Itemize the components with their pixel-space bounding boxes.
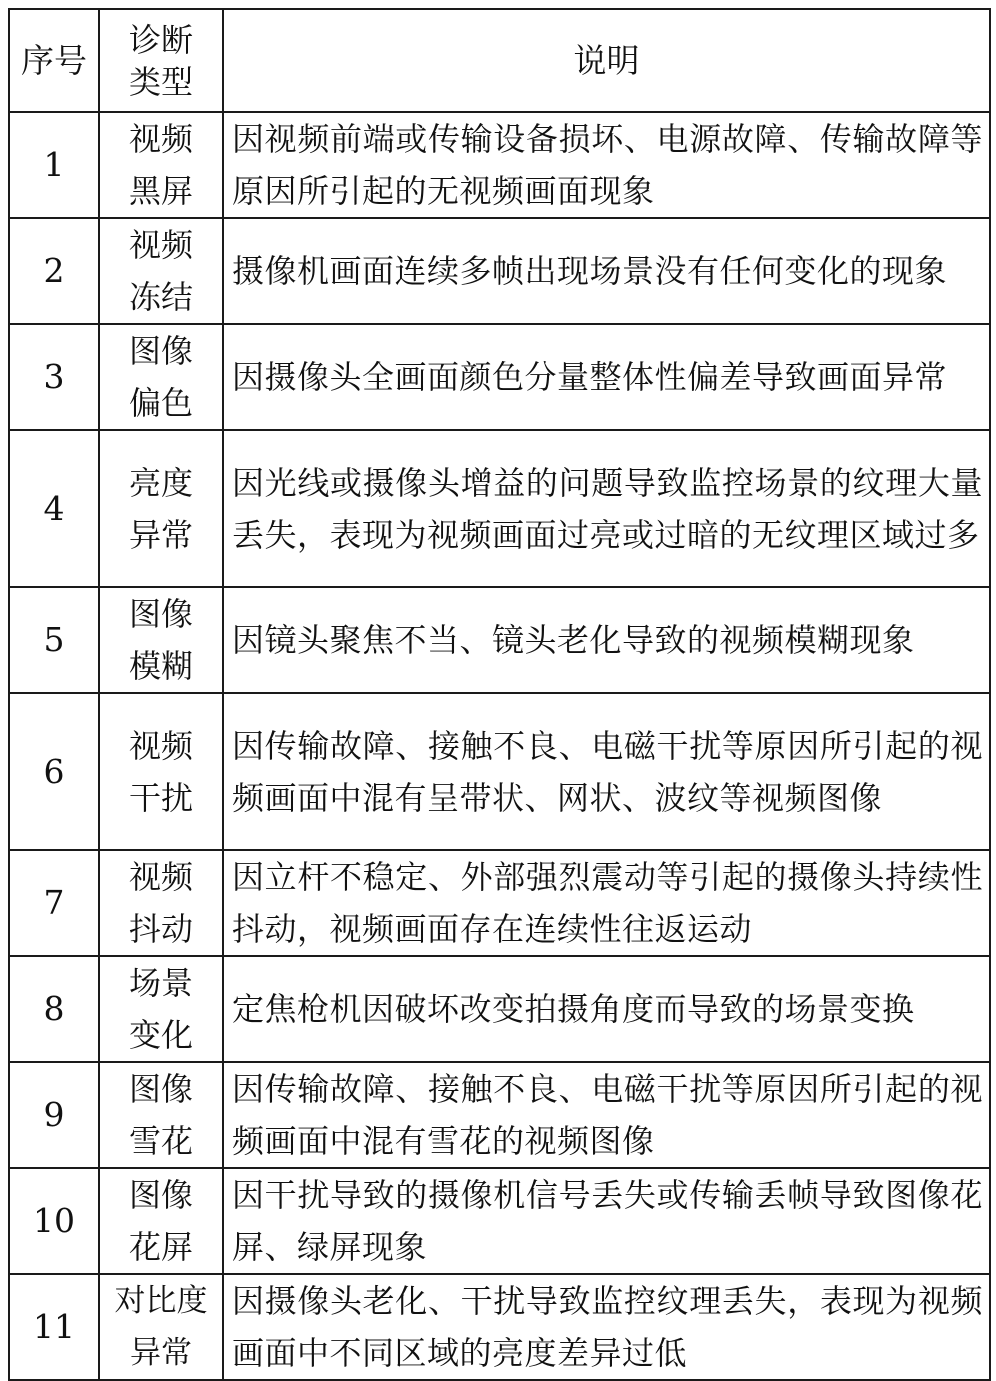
row-type [99, 112, 223, 218]
row-type-line1: 图像 [128, 1070, 193, 1108]
row-type-line1: 视频 [128, 726, 193, 765]
row-no: 8 [9, 956, 99, 1062]
row-type [99, 1062, 223, 1168]
header-no: 序号 [9, 9, 99, 112]
row-type-line1: 视频 [128, 120, 193, 158]
row-type [99, 850, 223, 956]
table-row [9, 430, 990, 587]
table-row [9, 956, 990, 1062]
row-desc: 因镜头聚焦不当、镜头老化导致的视频模糊现象 [223, 587, 990, 693]
table-row [9, 1168, 990, 1274]
row-no: 4 [9, 430, 99, 587]
row-type [99, 956, 223, 1062]
header-desc: 说明 [223, 9, 990, 112]
row-no: 6 [9, 693, 99, 850]
row-type [99, 218, 223, 324]
row-no: 2 [9, 218, 99, 324]
row-desc: 因干扰导致的摄像机信号丢失或传输丢帧导致图像花屏、绿屏现象 [223, 1168, 990, 1274]
row-type-line2: 干扰 [128, 778, 193, 817]
row-desc: 因传输故障、接触不良、电磁干扰等原因所引起的视频画面中混有呈带状、网状、波纹等视频图像 [223, 693, 990, 850]
row-type-line1: 图像 [128, 332, 193, 370]
row-type-line2: 偏色 [128, 384, 193, 422]
header-row [9, 9, 990, 112]
row-type [99, 587, 223, 693]
row-type-line1: 亮度 [128, 463, 193, 502]
row-type-line1: 图像 [128, 1176, 193, 1214]
header-type [99, 9, 223, 112]
row-desc: 因摄像头全画面颜色分量整体性偏差导致画面异常 [223, 324, 990, 430]
diagnosis-table [8, 8, 991, 1381]
row-type-line2: 冻结 [128, 278, 193, 316]
table-row [9, 218, 990, 324]
row-type-line1: 场景 [128, 964, 193, 1002]
row-type-line1: 对比度 [114, 1283, 208, 1319]
row-type-line1: 视频 [128, 858, 193, 896]
row-no: 5 [9, 587, 99, 693]
row-type-line2: 抖动 [128, 910, 193, 948]
table-row [9, 587, 990, 693]
table-row [9, 1274, 990, 1380]
row-type-line2: 黑屏 [128, 172, 193, 210]
row-desc: 因立杆不稳定、外部强烈震动等引起的摄像头持续性抖动，视频画面存在连续性往返运动 [223, 850, 990, 956]
row-type [99, 1168, 223, 1274]
header-type-line1: 诊断 [128, 20, 193, 59]
row-type-line2: 异常 [130, 1335, 192, 1371]
row-no: 7 [9, 850, 99, 956]
row-type-line2: 模糊 [128, 647, 193, 685]
row-desc: 因光线或摄像头增益的问题导致监控场景的纹理大量丢失，表现为视频画面过亮或过暗的无纹理区域过多 [223, 430, 990, 587]
row-type [99, 324, 223, 430]
table-row [9, 693, 990, 850]
row-desc: 定焦枪机因破坏改变拍摄角度而导致的场景变换 [223, 956, 990, 1062]
row-no: 3 [9, 324, 99, 430]
row-desc: 因摄像头老化、干扰导致监控纹理丢失，表现为视频画面中不同区域的亮度差异过低 [223, 1274, 990, 1380]
row-desc: 摄像机画面连续多帧出现场景没有任何变化的现象 [223, 218, 990, 324]
row-no: 10 [9, 1168, 99, 1274]
row-type-line1: 视频 [128, 226, 193, 264]
row-no: 9 [9, 1062, 99, 1168]
table-row [9, 850, 990, 956]
row-desc: 因视频前端或传输设备损坏、电源故障、传输故障等原因所引起的无视频画面现象 [223, 112, 990, 218]
table-row [9, 1062, 990, 1168]
row-type-line2: 变化 [128, 1016, 193, 1054]
row-type [99, 693, 223, 850]
row-no: 1 [9, 112, 99, 218]
row-type-line1: 图像 [128, 595, 193, 633]
row-desc: 因传输故障、接触不良、电磁干扰等原因所引起的视频画面中混有雪花的视频图像 [223, 1062, 990, 1168]
row-type-line2: 雪花 [128, 1122, 193, 1160]
row-type-line2: 异常 [128, 515, 193, 554]
table-row [9, 112, 990, 218]
row-type [99, 430, 223, 587]
header-type-line2: 类型 [128, 62, 193, 101]
table-row [9, 324, 990, 430]
row-no: 11 [9, 1274, 99, 1380]
row-type-line2: 花屏 [128, 1228, 193, 1266]
row-type [99, 1274, 223, 1380]
